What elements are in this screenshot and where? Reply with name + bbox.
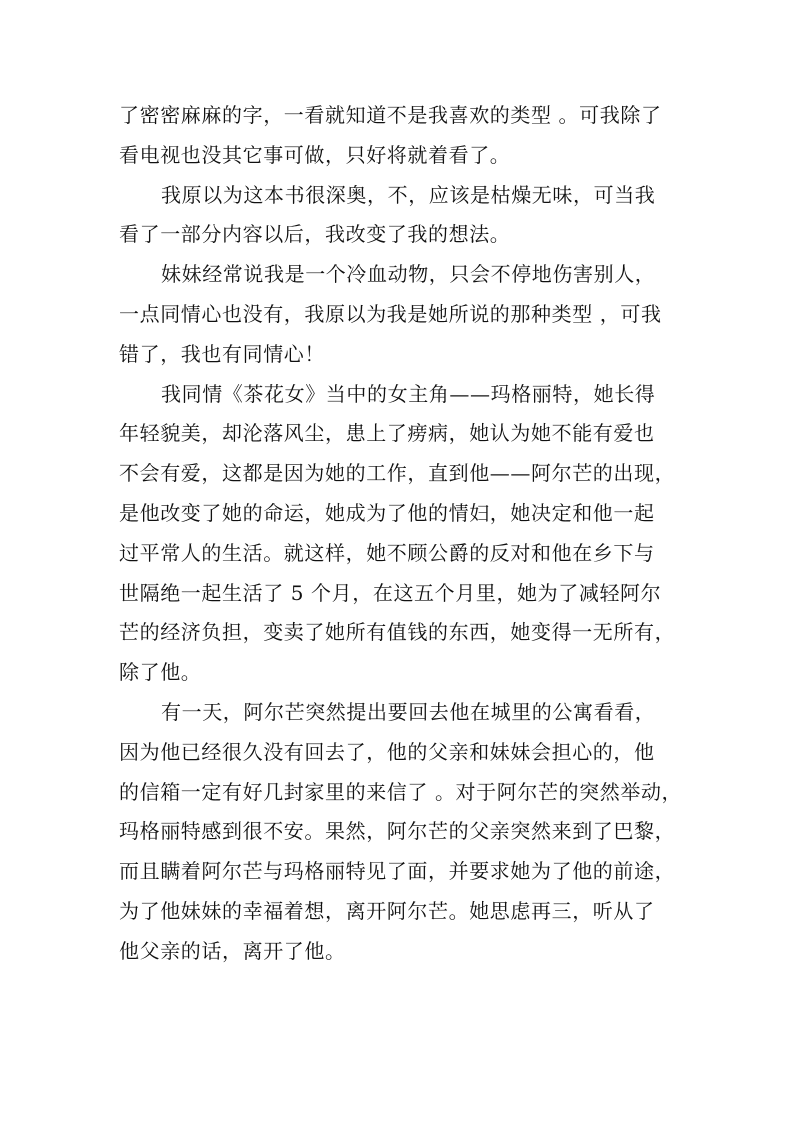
text-line: 的信箱一定有好几封家里的来信了 。对于阿尔芒的突然举动， — [119, 779, 683, 804]
text-line: 为了他妹妹的幸福着想，离开阿尔芒。她思虑再三，听从了 — [119, 898, 655, 923]
text-line: 妹妹经常说我是一个冷血动物，只会不停地伤害别人， — [161, 262, 656, 287]
text-line: 看电视也没其它事可做，只好将就着看了。 — [119, 142, 511, 167]
text-line: 过平常人的生活。就这样，她不顾公爵的反对和他在乡下与 — [119, 540, 655, 565]
text-line: 了密密麻麻的字，一看就知道不是我喜欢的类型 。可我除了 — [119, 103, 662, 127]
text-line: 而且瞒着阿尔芒与玛格丽特见了面，并要求她为了他的前途， — [119, 859, 676, 884]
text-line: 玛格丽特感到很不安。果然，阿尔芒的父亲突然来到了巴黎， — [119, 819, 676, 844]
text-line: 看了一部分内容以后，我改变了我的想法。 — [119, 222, 511, 247]
text-line: 芒的经济负担，变卖了她所有值钱的东西，她变得一无所有， — [119, 620, 676, 645]
text-line: 不会有爱，这都是因为她的工作，直到他——阿尔芒的出现， — [119, 461, 676, 486]
text-line: 有一天，阿尔芒突然提出要回去他在城里的公寓看看， — [161, 699, 656, 724]
text-line: 一点同情心也没有，我原以为我是她所说的那种类型 ，可我 — [119, 301, 662, 326]
text-line: 因为他已经很久没有回去了，他的父亲和妹妹会担心的，他 — [119, 739, 655, 764]
text-line: 我原以为这本书很深奥，不，应该是枯燥无味，可当我 — [161, 182, 656, 207]
text-line: 除了他。 — [119, 660, 202, 685]
text-line: 错了，我也有同情心！ — [119, 341, 325, 366]
text-line: 是他改变了她的命运，她成为了他的情妇，她决定和他一起 — [119, 500, 655, 525]
body-text — [119, 96, 683, 972]
text-line: 他父亲的话，离开了他。 — [119, 938, 346, 963]
text-line: 世隔绝一起生活了 5 个月，在这五个月里，她为了减轻阿尔 — [119, 580, 662, 605]
text-line: 我同情《茶花女》当中的女主角——玛格丽特，她长得 — [161, 381, 656, 406]
text-line: 年轻貌美，却沦落风尘，患上了痨病，她认为她不能有爱也 — [119, 421, 655, 446]
